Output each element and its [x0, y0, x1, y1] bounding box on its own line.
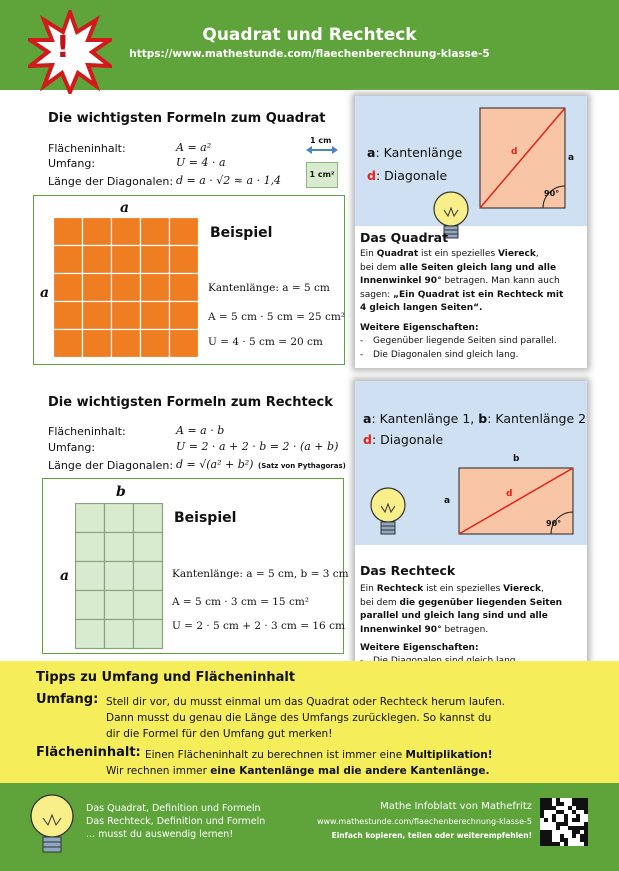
grid-cell	[76, 562, 105, 591]
double-arrow-icon	[306, 145, 338, 155]
square-legend-a: a: Kantenlänge	[367, 145, 463, 160]
footer-left-line-2: Das Rechteck, Definition und Formeln	[86, 816, 266, 827]
rect-diagonal-note: (Satz von Pythagoras)	[258, 462, 346, 470]
grid-cell	[112, 302, 141, 330]
lightbulb-icon	[365, 484, 411, 542]
grid-cell	[54, 274, 83, 302]
tips-umfang-line-2: Dann musst du genau die Länge des Umfangs zurücklegen. So kannst du	[106, 712, 492, 724]
square-card-prop-2: Die Diagonalen sind gleich lang.	[373, 350, 519, 360]
grid-cell	[170, 302, 199, 330]
unit-area-box: 1 cm²	[306, 162, 338, 188]
tips-flaeche-line-1: Einen Flächeninhalt zu berechnen ist immer eine Multiplikation!	[145, 749, 493, 761]
grid-cell	[105, 504, 134, 533]
rect-fig-d: d	[506, 489, 513, 499]
grid-cell	[112, 218, 141, 246]
rect-example-var-left: a	[60, 568, 70, 584]
unit-length-label: 1 cm	[310, 136, 332, 145]
rect-grid-figure	[75, 503, 165, 651]
footer-right-title: Mathe Infoblatt von Mathefritz	[380, 801, 532, 812]
square-fig-a: a	[568, 153, 575, 163]
grid-cell	[105, 591, 134, 620]
rect-diagram	[455, 465, 585, 539]
rect-fig-a: a	[444, 496, 451, 506]
square-area-label: Flächeninhalt:	[48, 142, 126, 155]
grid-cell	[112, 330, 141, 358]
footer-left-line-1: Das Quadrat, Definition und Formeln	[86, 803, 261, 814]
grid-cell	[76, 504, 105, 533]
grid-cell	[76, 533, 105, 562]
grid-cell	[83, 302, 112, 330]
grid-cell	[76, 620, 105, 649]
footer-left-line-3: ... musst du auswendig lernen!	[86, 829, 234, 840]
square-diagonal-label: Länge der Diagonalen:	[48, 175, 174, 188]
grid-cell	[83, 330, 112, 358]
rect-legend-ab: a: Kantenlänge 1, b: Kantenlänge 2	[363, 411, 587, 426]
grid-cell	[170, 274, 199, 302]
page-title: Quadrat und Rechteck	[202, 25, 417, 45]
rect-card-title: Das Rechteck	[360, 563, 456, 578]
grid-cell	[112, 274, 141, 302]
square-info-card	[355, 96, 587, 368]
grid-cell	[54, 218, 83, 246]
square-example-line-3: U = 4 · 5 cm = 20 cm	[208, 336, 323, 348]
rect-example-var-top: b	[116, 484, 126, 500]
grid-cell	[83, 246, 112, 274]
grid-cell	[134, 620, 163, 649]
rectangle-heading: Die wichtigsten Formeln zum Rechteck	[48, 395, 333, 410]
tips-flaeche-line-2: Wir rechnen immer eine Kantenlänge mal die andere Kantenlänge.	[106, 765, 490, 777]
rect-example-label: Beispiel	[174, 510, 237, 526]
tips-flaeche-label: Flächeninhalt:	[36, 745, 141, 760]
page-url: https://www.mathestunde.com/flaechenberechnung-klasse-5	[129, 48, 490, 60]
square-perimeter-formula: U = 4 · a	[176, 156, 226, 169]
grid-cell	[134, 591, 163, 620]
square-card-title: Das Quadrat	[360, 230, 449, 245]
rect-info-card	[355, 381, 587, 675]
tips-umfang-line-3: dir die Formel für den Umfang gut merken!	[106, 728, 333, 740]
rect-area-formula: A = a · b	[176, 424, 225, 437]
grid-cell	[105, 562, 134, 591]
grid-cell	[54, 302, 83, 330]
square-card-prop-1-bullet: -	[360, 336, 364, 346]
grid-cell	[105, 533, 134, 562]
square-legend-d: d: Diagonale	[367, 168, 448, 183]
square-example-var-left: a	[40, 285, 50, 301]
grid-cell	[141, 330, 170, 358]
square-grid-figure	[53, 217, 201, 359]
square-fig-d: d	[511, 147, 518, 157]
square-card-props-title: Weitere Eigenschaften:	[360, 323, 479, 333]
lightbulb-icon	[24, 790, 80, 862]
rect-fig-angle: 90°	[546, 519, 562, 528]
rect-perimeter-formula: U = 2 · a + 2 · b = 2 · (a + b)	[176, 440, 339, 453]
square-heading: Die wichtigsten Formeln zum Quadrat	[48, 111, 326, 126]
square-perimeter-label: Umfang:	[48, 157, 96, 170]
rect-card-props-title: Weitere Eigenschaften:	[360, 643, 479, 653]
rect-example-line-3: U = 2 · 5 cm + 2 · 3 cm = 16 cm	[172, 620, 345, 632]
qr-code-icon[interactable]	[540, 798, 588, 846]
square-card-prop-2-bullet: -	[360, 350, 364, 360]
rect-legend-d: d: Diagonale	[363, 432, 444, 447]
grid-cell	[141, 302, 170, 330]
square-example-line-1: Kantenlänge: a = 5 cm	[208, 282, 330, 294]
grid-cell	[141, 218, 170, 246]
grid-cell	[141, 274, 170, 302]
square-fig-angle: 90°	[544, 189, 560, 198]
tips-umfang-line-1: Stell dir vor, du musst einmal um das Quadrat oder Rechteck herum laufen.	[106, 696, 506, 708]
square-card-prop-1: Gegenüber liegende Seiten sind parallel.	[373, 336, 557, 346]
rect-example-line-2: A = 5 cm · 3 cm = 15 cm²	[172, 596, 309, 608]
grid-cell	[170, 218, 199, 246]
grid-cell	[105, 620, 134, 649]
rect-diagonal-formula: d = √(a² + b²)	[176, 458, 254, 471]
rect-area-label: Flächeninhalt:	[48, 425, 126, 438]
grid-cell	[134, 533, 163, 562]
square-diagonal-formula: d = a · √2 ≈ a · 1,4	[176, 174, 282, 187]
grid-cell	[170, 330, 199, 358]
square-area-formula: A = a²	[176, 141, 212, 154]
tips-heading: Tipps zu Umfang und Flächeninhalt	[36, 670, 296, 685]
tips-umfang-label: Umfang:	[36, 692, 99, 707]
grid-cell	[76, 591, 105, 620]
rect-diagonal-label: Länge der Diagonalen:	[48, 459, 174, 472]
square-example-label: Beispiel	[210, 225, 273, 241]
grid-cell	[54, 246, 83, 274]
alert-mark: !	[56, 30, 70, 65]
square-card-definition: Ein Quadrat ist ein spezielles Viereck, bei dem alle Seiten gleich lang und alle Innenwinkel 90° betragen. Man kann auch sagen: „Ein Quadrat ist ein Rechteck mit 4 gleich langen Seiten“.	[360, 249, 564, 313]
square-example-var-top: a	[120, 200, 130, 216]
rect-fig-b: b	[513, 454, 520, 464]
grid-cell	[54, 330, 83, 358]
grid-cell	[83, 274, 112, 302]
square-example-line-2: A = 5 cm · 5 cm = 25 cm²	[208, 311, 345, 323]
rect-card-definition: Ein Rechteck ist ein spezielles Viereck, bei dem die gegenüber liegenden Seiten parallel und gleich lang sind und alle Innenwinkel 90° betragen.	[360, 584, 563, 635]
footer-right-url[interactable]: www.mathestunde.com/flaechenberechnung-klasse-5	[316, 817, 532, 826]
rect-perimeter-label: Umfang:	[48, 441, 96, 454]
grid-cell	[170, 246, 199, 274]
footer-right-note: Einfach kopieren, teilen oder weiterempfehlen!	[331, 831, 532, 840]
grid-cell	[83, 218, 112, 246]
grid-cell	[134, 562, 163, 591]
rect-example-line-1: Kantenlänge: a = 5 cm, b = 3 cm	[172, 568, 349, 580]
grid-cell	[112, 246, 141, 274]
grid-cell	[141, 246, 170, 274]
grid-cell	[134, 504, 163, 533]
